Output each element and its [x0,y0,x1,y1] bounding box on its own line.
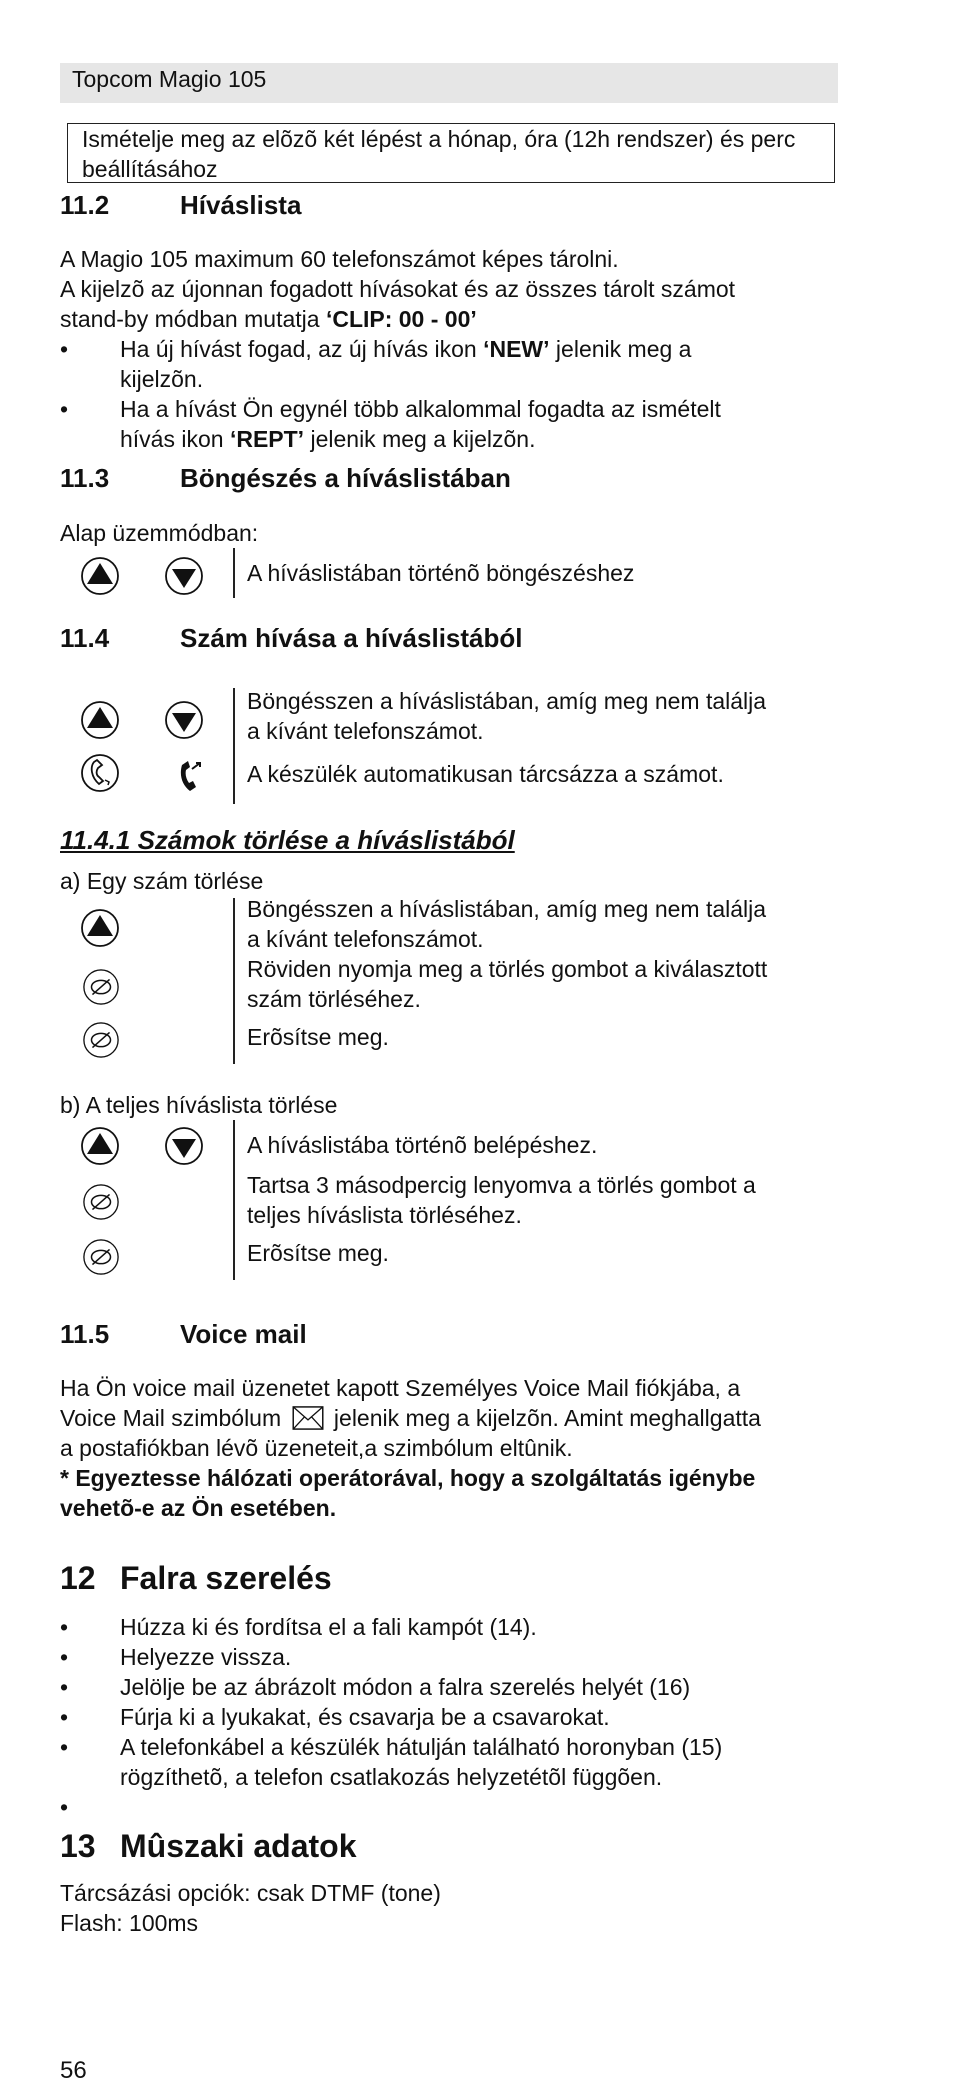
paragraph [60,304,850,334]
bullet-text: Helyezze vissza. [120,1644,292,1670]
section-title: Mûszaki adatok [120,1828,357,1864]
section-number: 11.2 [60,190,110,220]
section-number: 13 [60,1828,96,1864]
divider [233,1120,235,1280]
list-item [60,1612,840,1642]
instruction-text [247,954,837,1014]
up-arrow-icon [80,908,120,948]
instruction-text [247,686,837,746]
instruction-text: A híváslistában történõ böngészéshez [247,560,635,586]
section-number: 11.4 [60,623,110,653]
delete-button-icon [82,1238,120,1276]
divider [233,688,235,804]
paragraph: b) A teljes híváslista törlése [60,1092,338,1118]
bullet: • [60,396,69,422]
delete-button-icon [82,968,120,1006]
bullet-text: Jelölje be az ábrázolt módon a falra szerelés helyét (16) [120,1674,691,1700]
up-arrow-icon [80,1126,120,1166]
up-arrow-icon [80,700,120,740]
delete-button-icon [82,1183,120,1221]
text: Tartsa 3 másodpercig lenyomva a törlés gombot a [247,1172,756,1198]
bullet-text: Húzza ki és fordítsa el a fali kampót (14). [120,1614,537,1640]
down-arrow-icon [164,556,204,596]
instruction-text: Erõsítse meg. [247,1024,389,1050]
text: jelenik meg a kijelzõn. [304,426,536,452]
header-title: Topcom Magio 105 [72,66,267,92]
delete-button-icon [82,1021,120,1059]
handset-icon [168,757,208,797]
up-arrow-icon [80,556,120,596]
section-number: 11.5 [60,1319,110,1349]
bullet: • [60,1674,69,1700]
instruction-text: Erõsítse meg. [247,1240,389,1266]
list-item [60,1642,840,1672]
bullet-text: Fúrja ki a lyukakat, és csavarja be a csavarokat. [120,1704,610,1730]
paragraph: A kijelzõ az újonnan fogadott hívásokat és az összes tárolt számot [60,276,736,302]
list-item [60,394,840,454]
text: Ha a hívást Ön egynél több alkalommal fogadta az ismételt [120,396,721,422]
text: Ha új hívást fogad, az új hívás ikon [120,336,484,362]
paragraph: Alap üzemmódban: [60,520,259,546]
text: A telefonkábel a készülék hátulján található horonyban (15) [120,1734,723,1760]
list-item [60,334,840,394]
bold-note: * Egyeztesse hálózati operátorával, hogy a szolgáltatás igénybe [60,1465,756,1491]
list-item [60,1732,840,1792]
note-box: Ismételje meg az elõzõ két lépést a hónap, óra (12h rendszer) és perc beállításához [67,123,835,183]
bullet: • [60,1614,69,1640]
text: a kívánt telefonszámot. [247,926,484,952]
bullet: • [60,1644,69,1670]
talk-button-icon [80,753,120,793]
divider [233,898,235,1064]
section-title: Falra szerelés [120,1560,332,1596]
text: stand-by módban mutatja [60,306,326,332]
bullet: • [60,1734,69,1760]
text: teljes híváslista törléséhez. [247,1202,522,1228]
text: szám törléséhez. [247,986,421,1012]
paragraph: Tárcsázási opciók: csak DTMF (tone) [60,1880,441,1906]
down-arrow-icon [164,1126,204,1166]
new-label: ‘NEW’ [483,336,550,362]
bullet: • [60,336,69,362]
page-number: 56 [60,2057,87,2084]
rept-label: ‘REPT’ [229,426,305,452]
section-title: Híváslista [180,190,302,220]
text: kijelzõn. [120,366,204,392]
section-title: Szám hívása a híváslistából [180,623,523,653]
text: jelenik meg a kijelzõn. Amint meghallgatta [327,1405,761,1431]
paragraph: Flash: 100ms [60,1910,199,1936]
section-number: 11.3 [60,463,110,493]
section-title: Böngészés a híváslistában [180,463,511,493]
text: Böngésszen a híváslistában, amíg meg nem találja [247,688,767,714]
instruction-text: A készülék automatikusan tárcsázza a számot. [247,761,724,787]
paragraph: A Magio 105 maximum 60 telefonszámot képes tárolni. [60,246,619,272]
paragraph: a postafiókban lévõ üzeneteit,a szimbólum eltûnik. [60,1435,573,1461]
divider [233,548,235,598]
section-title: Voice mail [180,1319,307,1349]
text: hívás ikon [120,426,230,452]
text: jelenik meg a [549,336,692,362]
text: Röviden nyomja meg a törlés gombot a kiválasztott [247,956,768,982]
list-item [60,1792,840,1822]
clip-label: ‘CLIP: 00 - 00’ [325,306,477,332]
bullet-text [120,334,840,394]
text: rögzíthetõ, a telefon csatlakozás helyzetétõl függõen. [120,1764,663,1790]
bullet-text [120,1732,840,1792]
bold-note: vehetõ-e az Ön esetében. [60,1495,337,1521]
instruction-text [247,894,837,954]
down-arrow-icon [164,700,204,740]
paragraph: a) Egy szám törlése [60,868,264,894]
subsection-heading: 11.4.1 Számok törlése a híváslistából [60,825,515,855]
paragraph: Ha Ön voice mail üzenetet kapott Személyes Voice Mail fiókjába, a [60,1375,741,1401]
text: Böngésszen a híváslistában, amíg meg nem találja [247,896,767,922]
instruction-text [247,1170,837,1230]
bullet: • [60,1704,69,1730]
bullet: • [60,1794,69,1820]
list-item [60,1702,840,1732]
paragraph [60,1403,860,1437]
list-item [60,1672,840,1702]
section-number: 12 [60,1560,96,1596]
bullet-text [120,394,840,454]
instruction-text: A híváslistába történõ belépéshez. [247,1132,598,1158]
text: a kívánt telefonszámot. [247,718,484,744]
text: Voice Mail szimbólum [60,1405,288,1431]
